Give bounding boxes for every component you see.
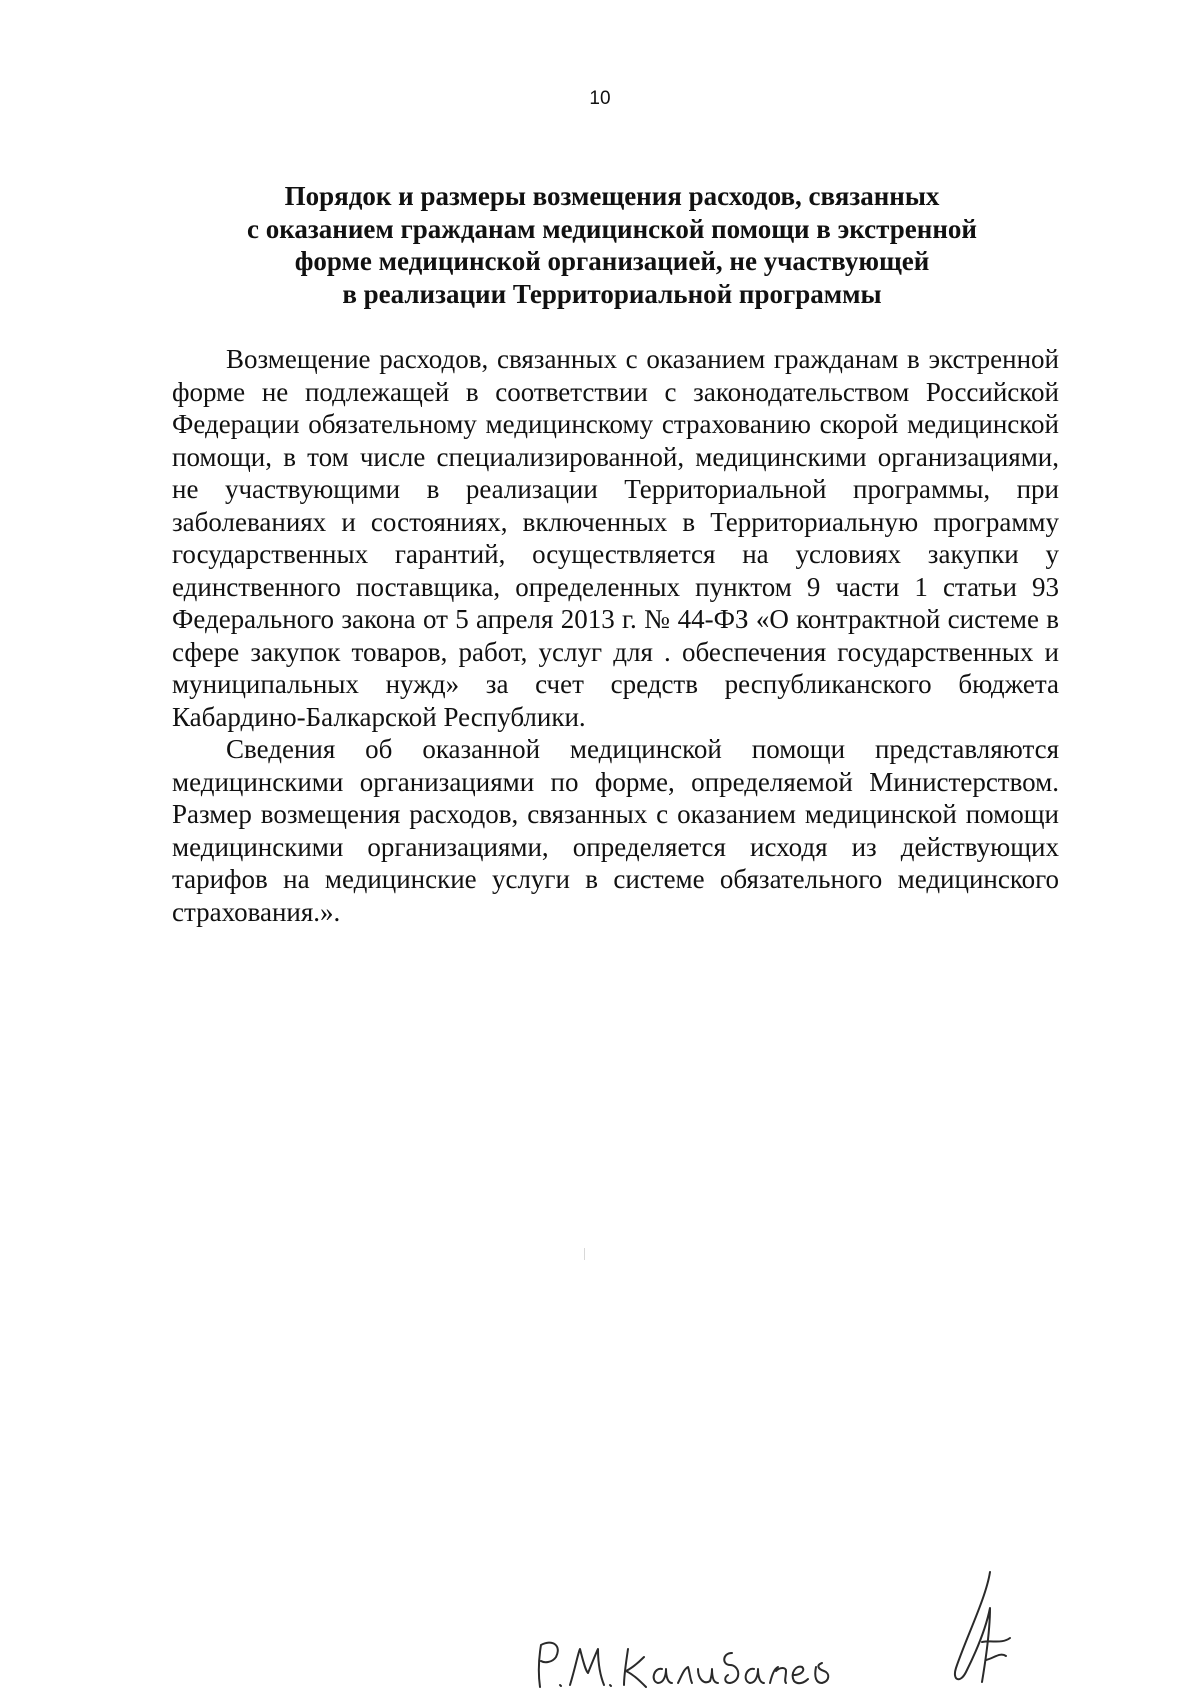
paragraph-reimbursement: Возмещение расходов, связанных с оказанием гражданам в экстренной форме не подлежащей в соответствии с законодательством Российской Федерации обязательному медицинскому страхованию скорой медицинской помощи, в том числе специализированной, медицинскими организациями, не участвующими в реализации Территориальной программы, при заболеваниях и состояниях, включенных в Территориальную программу государственных гарантий, осуществляется на условиях закупки у единственного поставщика, определенных пунктом 9 части 1 статьи 93 Федерального закона от 5 апреля 2013 г. № 44-ФЗ «О контрактной системе в сфере закупок товаров, работ, услуг для . обеспечения государственных и муниципальных нужд» за счет средств республиканского бюджета Кабардино-Балкарской Республики.	[172, 344, 1059, 732]
body-text	[172, 343, 1059, 928]
signature-mark	[946, 1568, 1016, 1686]
title-line-2: с оказанием гражданам медицинской помощи в экстренной	[247, 213, 977, 244]
scan-artifact	[584, 1248, 585, 1260]
title-line-1: Порядок и размеры возмещения расходов, связанных	[284, 181, 940, 211]
title-line-4: в реализации Территориальной программы	[342, 278, 882, 309]
title-line-3: форме медицинской организацией, не участвующей	[294, 246, 930, 276]
paragraph-information: Сведения об оказанной медицинской помощи представляются медицинскими организациями по форме, определяемой Министерством. Размер возмещения расходов, связанных с оказанием медицинской помощи медицинскими организациями, определяется исходя из действующих тарифов на медицинские услуги в системе обязательного медицинского страхования.».	[172, 734, 1059, 927]
section-title	[160, 180, 1064, 310]
handwritten-name-signature	[532, 1635, 872, 1695]
page-number: 10	[589, 88, 611, 109]
